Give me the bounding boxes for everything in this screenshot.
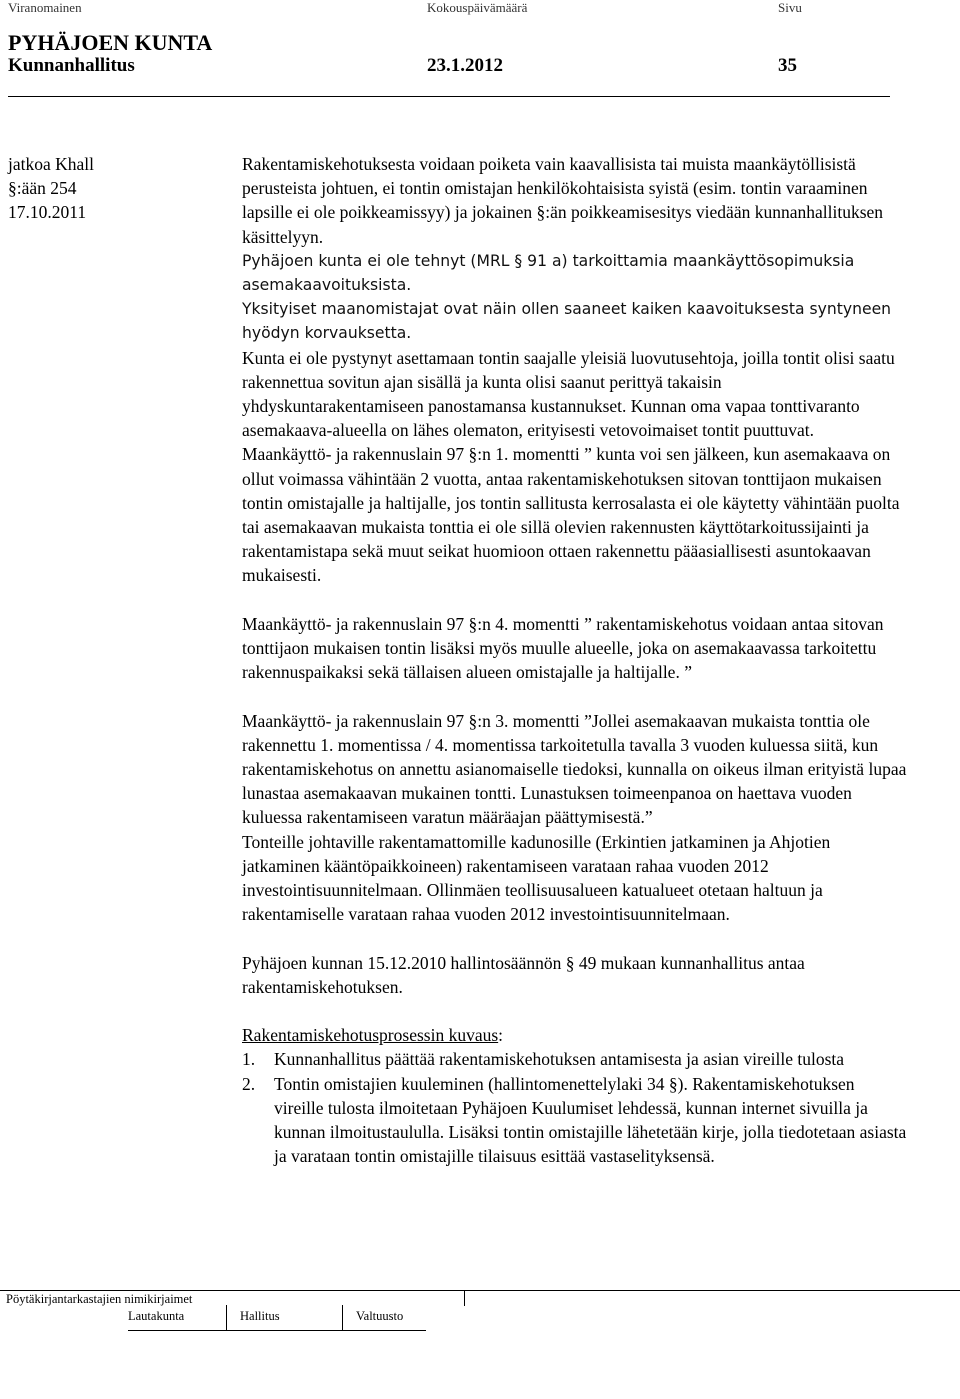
- list-item-number: 1.: [242, 1049, 256, 1070]
- spacer: [242, 588, 907, 612]
- organization-name: PYHÄJOEN KUNTA: [8, 30, 213, 55]
- process-title-colon: :: [498, 1025, 504, 1046]
- list-item: [242, 1047, 907, 1071]
- spacer: [242, 999, 907, 1023]
- header-divider: [8, 96, 890, 97]
- document-body: [242, 152, 907, 1168]
- footer-col-board: Lautakunta: [128, 1309, 185, 1323]
- paragraph-exceptions: [242, 152, 907, 249]
- footer-signature-line: [128, 1330, 426, 1331]
- paragraph-land-use-agreements: Pyhäjoen kunta ei ole tehnyt (MRL § 91 a) tarkoittamia maankäyttösopimuksia asemakaavoituksista.: [242, 251, 855, 295]
- paragraph-law-moment-3: Maankäyttö- ja rakennuslain 97 §:n 3. momentti ”Jollei asemakaavan mukaista tonttia ole rakennettu 1. momentissa / 4. momentissa tarkoitetulla tavalla 3 vuoden kuluessa siitä, kun rakentamiskehotus on annettu asianomaiselle tiedoksi, kunnalla on oikeus ilman erityistä lupaa lunastaa asemakaavan mukainen tontti. Lunastuksen toimeenpanoa on haettava vuoden kuluessa rakentamiseen varatun määräajan päättymisestä.”: [242, 710, 907, 828]
- list-item-number: 2.: [242, 1073, 256, 1094]
- case-reference-line-1: jatkoa Khall: [8, 154, 95, 174]
- paragraph-street-construction: Tonteille johtaville rakentamattomille kadunosille (Erkintien jatkaminen ja Ahjotien jatkaminen kääntöpaikkoineen) rakentamiseen varataan rahaa vuoden 2012 investointisuunnitelmaan. Ollinmäen teollisuusalueen katualueet otetaan haltuun ja rakentamiselle varataan rahaa vuoden 2012 investointisuunnitelmaan.: [242, 831, 831, 925]
- case-reference-line-3: 17.10.2011: [8, 202, 87, 222]
- paragraph-law-moment-4: Maankäyttö- ja rakennuslain 97 §:n 4. momentti ” rakentamiskehotus voidaan antaa sitovan tonttijaon mukaisen tontin lisäksi myös muulle alueelle, joka on asemakaavassa tarkoitettu rakennuspaikaksi sekä tällaisen alueen omistajalle ja haltijalle. ”: [242, 613, 884, 683]
- case-reference-line-2: §:ään 254: [8, 178, 77, 198]
- process-list: [242, 1047, 907, 1168]
- footer-col-separator: [226, 1305, 227, 1331]
- footer-title: Pöytäkirjantarkastajien nimikirjaimet: [6, 1292, 193, 1306]
- case-reference: [8, 152, 228, 224]
- spacer: [242, 684, 907, 708]
- process-heading: [242, 1023, 907, 1047]
- footer-vertical-divider: [464, 1290, 465, 1306]
- paragraph-exceptions-text: Rakentamiskehotuksesta voidaan poiketa vain kaavallisista tai muista maankäytöllisistä perusteista johtuen, ei tontin omistajan henkilökohtaisista syistä (esim. tontin varaaminen lapsille ei ole poikkeamissyy) ja jokainen §:än poikkeamisesitys viedään kunnanhallituksen käsittelyyn.: [242, 154, 884, 247]
- paragraph-municipality-conditions: Kunta ei ole pystynyt asettamaan tontin saajalle yleisiä luovutusehtoja, joilla tontit olisi saatu rakennettua sovitun ajan sisällä ja kunta olisi saanut perittyä takaisin yhdyskuntarakentamiseen panostamansa kustannukset. Kunnan oma vapaa tonttivaranto asemakaava-alueella on lähes olematon, erityisesti vetovoimaiset tontit puuttuvat. Maankäyttö- ja rakennuslain 97 §:n 1. momentti ” kunta voi sen jälkeen, kun asemakaava on ollut voimassa vähintään 2 vuotta, antaa rakentamiskehotuksen sitovan tonttijaon mukaisen tontin omistajalle ja haltijalle, jos tontin sallitusta kerrosalasta ei ole käytetty vähintään puolta tai asemakaavan mukaista tonttia ei ole sillä olevien rakennusten käyttötarkoitussijainti ja rakentamistapa sekä muut seikat huomioon ottaen rakennettu pääasiallisesti asuntokaavan mukaisesti.: [242, 347, 900, 586]
- paragraph-private-owners: Yksityiset maanomistajat ovat näin ollen saaneet kaiken kaavoituksesta syntyneen hyödyn korvauksetta.: [242, 300, 892, 343]
- list-item: [242, 1072, 907, 1169]
- header-label-page: Sivu: [778, 0, 802, 15]
- list-item-text: Kunnanhallitus päättää rakentamiskehotuksen antamisesta ja asian vireille tulosta: [274, 1049, 845, 1070]
- process-title: Rakentamiskehotusprosessin kuvaus: [242, 1025, 499, 1046]
- spacer: [242, 926, 907, 950]
- body-name: Kunnanhallitus: [8, 55, 135, 76]
- paragraph-administrative-rule: Pyhäjoen kunnan 15.12.2010 hallintosäännön § 49 mukaan kunnanhallitus antaa rakentamiskehotuksen.: [242, 952, 805, 997]
- list-item-text: Tontin omistajien kuuleminen (hallintomenettelylaki 34 §). Rakentamiskehotuksen vireille tulosta ilmoitetaan Pyhäjoen Kuulumiset lehdessä, kunnan internet sivuilla ja kunnan ilmoitustaululla. Lisäksi tontin omistajille lähetetään kirje, jolla tiedotetaan asiasta ja varataan tontin omistajille tilaisuus esittää vastaselityksensä.: [274, 1073, 907, 1167]
- meeting-date: 23.1.2012: [427, 55, 503, 76]
- footer-col-council: Valtuusto: [356, 1309, 404, 1323]
- page-number: 35: [778, 55, 797, 76]
- footer-col-separator: [342, 1305, 343, 1331]
- footer-divider: [0, 1290, 960, 1291]
- header-label-meeting-date: Kokouspäivämäärä: [427, 0, 528, 15]
- header-label-authority: Viranomainen: [8, 0, 82, 15]
- footer-col-executive: Hallitus: [240, 1309, 280, 1323]
